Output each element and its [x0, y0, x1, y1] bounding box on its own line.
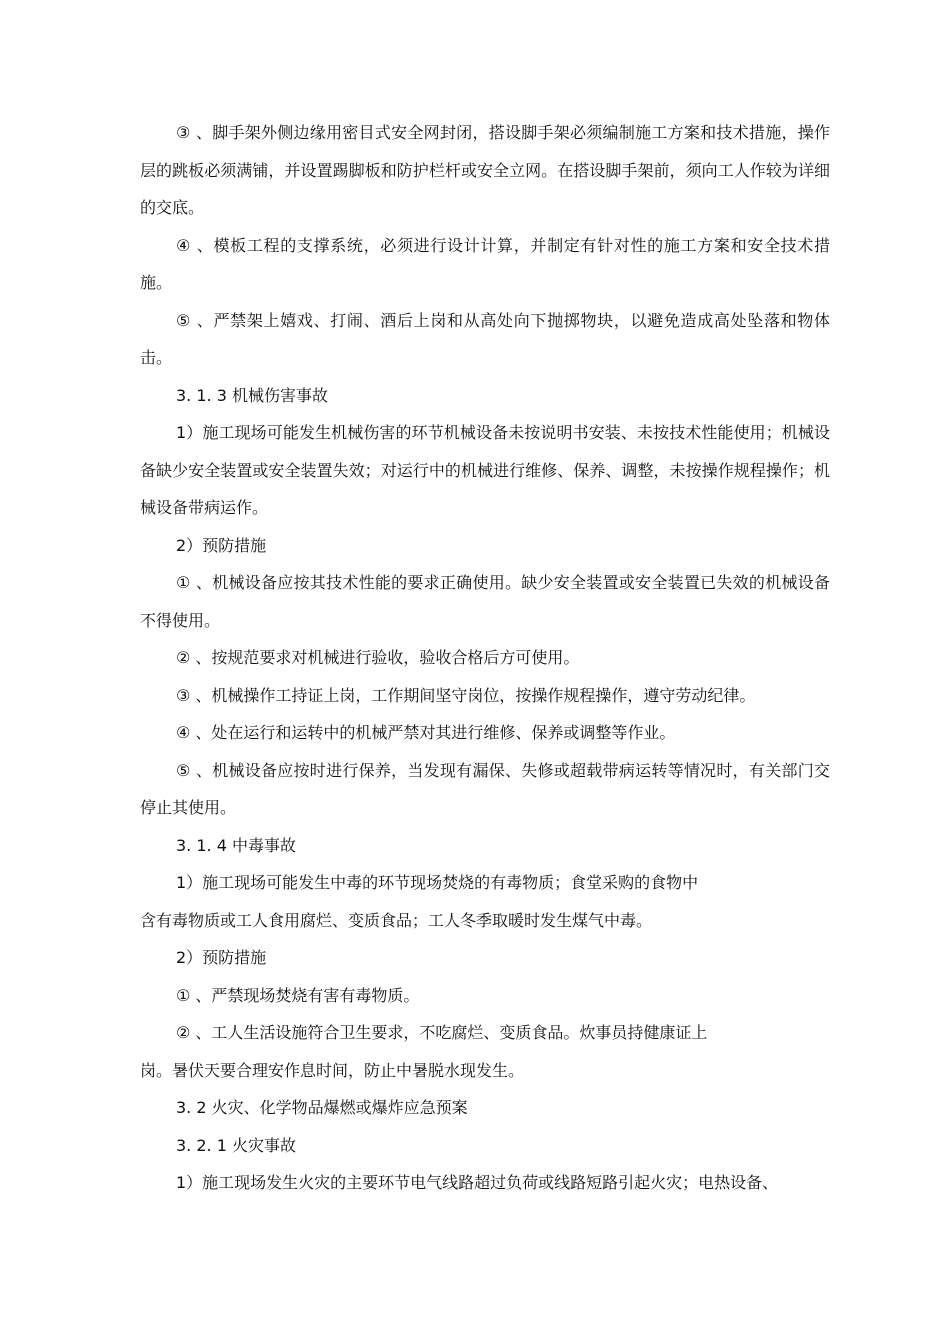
paragraph-line: 岗。暑伏天要合理安作息时间，防止中暑脱水现发生。 — [140, 1060, 525, 1080]
section-heading: 3. 2 火灾、化学物品爆燃或爆炸应急预案 — [176, 1098, 468, 1117]
paragraph-line: 含有毒物质或工人食用腐烂、变质食品；工人冬季取暖时发生煤气中毒。 — [140, 910, 653, 930]
paragraph: ⑤ 、机械设备应按时进行保养，当发现有漏保、失修或超载带病运转等情况时，有关部门交停止其使用。 — [140, 760, 830, 817]
paragraph: 1）施工现场可能发生机械伤害的环节机械设备未按说明书安装、未按技术性能使用；机械设备缺少安全装置或安全装置失效；对运行中的机械进行维修、保养、调整，未按操作规程操作；机械设备带病运作。 — [140, 423, 830, 517]
paragraph: ② 、按规范要求对机械进行验收，验收合格后方可使用。 — [176, 648, 580, 667]
paragraph: ③ 、脚手架外侧边缘用密目式安全网封闭，搭设脚手架必须编制施工方案和技术措施，操作层的跳板必须满铺，并设置踢脚板和防护栏杆或安全立网。在搭设脚手架前，须向工人作较为详细的交底。 — [140, 123, 830, 217]
section-heading: 3. 1. 3 机械伤害事故 — [176, 385, 328, 405]
paragraph: 1）施工现场发生火灾的主要环节电气线路超过负荷或线路短路引起火灾；电热设备、 — [176, 1173, 779, 1192]
section-heading: 3. 2. 1 火灾事故 — [176, 1135, 296, 1155]
paragraph: ① 、机械设备应按其技术性能的要求正确使用。缺少安全装置或安全装置已失效的机械设备不得使用。 — [140, 573, 830, 630]
paragraph: ④ 、处在运行和运转中的机械严禁对其进行维修、保养或调整等作业。 — [176, 723, 676, 742]
document-body — [140, 114, 830, 1202]
section-heading: 3. 1. 4 中毒事故 — [176, 835, 296, 855]
paragraph: ① 、严禁现场焚烧有害有毒物质。 — [176, 985, 420, 1005]
subheading: 2）预防措施 — [176, 948, 267, 967]
paragraph: ④ 、模板工程的支撑系统，必须进行设计计算，并制定有针对性的施工方案和安全技术措施。 — [140, 235, 830, 292]
paragraph-line: ② 、工人生活设施符合卫生要求，不吃腐烂、变质食品。炊事员持健康证上 — [176, 1023, 708, 1042]
paragraph: ⑤ 、严禁架上嬉戏、打闹、酒后上岗和从高处向下抛掷物块，以避免造成高处坠落和物体击。 — [140, 310, 830, 367]
paragraph: ③ 、机械操作工持证上岗，工作期间坚守岗位，按操作规程操作，遵守劳动纪律。 — [176, 685, 756, 705]
paragraph-line: 1）施工现场可能发生中毒的环节现场焚烧的有毒物质；食堂采购的食物中 — [176, 873, 699, 892]
subheading: 2）预防措施 — [176, 535, 267, 555]
